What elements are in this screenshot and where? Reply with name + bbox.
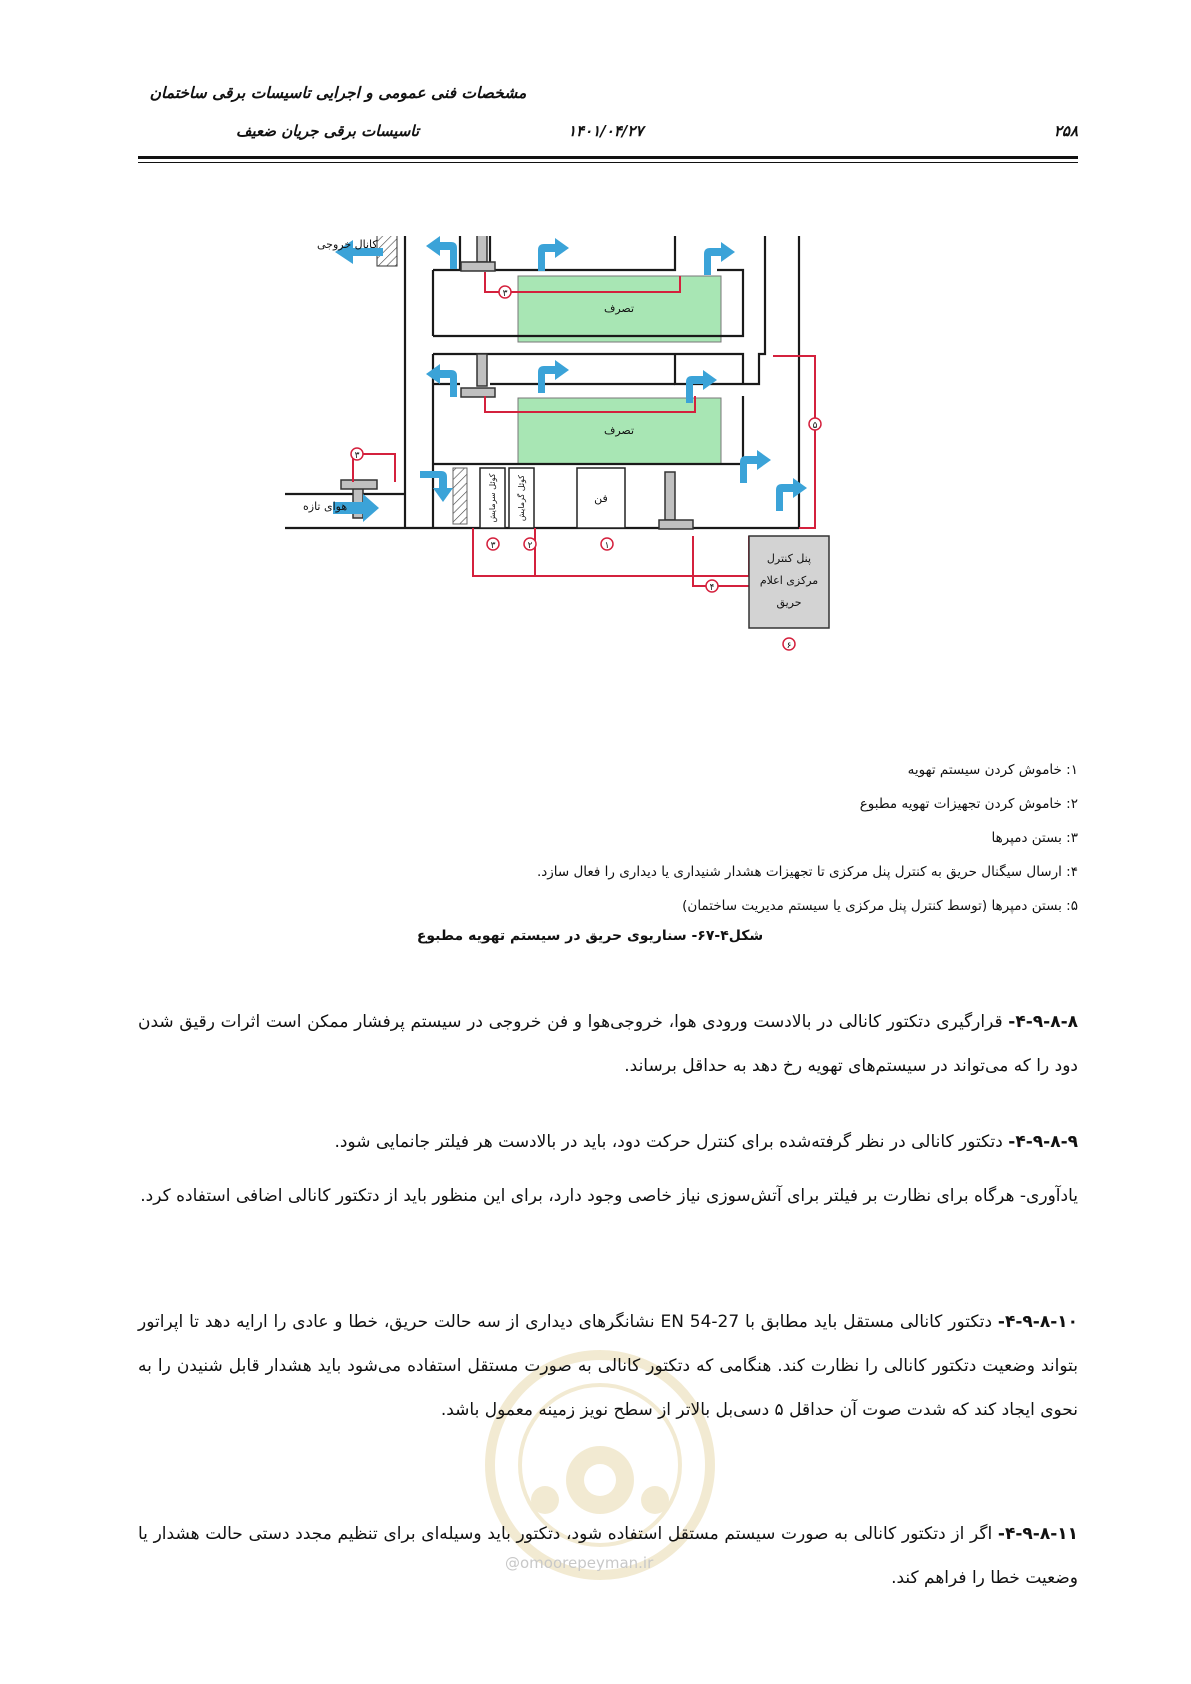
marker-3-coil: ۳ xyxy=(490,541,496,551)
watermark-site: @omoorepeyman.ir xyxy=(505,1554,654,1572)
header-date: ۱۴۰۱/۰۴/۲۷ xyxy=(568,122,644,140)
clause-text: دتکتور کانالی در نظر گرفته‌شده برای کنترل حرکت دود، باید در بالادست هر فیلتر جانمایی شود. xyxy=(334,1132,1009,1152)
panel-label-1: پنل کنترل xyxy=(766,552,812,565)
clause-number: ۴-۹-۸-۱۰- xyxy=(997,1312,1078,1332)
paragraph-4-9-8-11 xyxy=(138,1512,1078,1600)
marker-6: ۶ xyxy=(786,641,792,651)
document-title: مشخصات فنی عمومی و اجرایی تاسیسات برقی ساختمان xyxy=(149,84,527,102)
legend-item-4: ۴: ارسال سیگنال حریق به کنترل پنل مرکزی تا تجهیزات هشدار شنیداری یا دیداری را فعال سازد. xyxy=(536,864,1078,880)
panel-label-3: حریق xyxy=(776,596,802,609)
header-rule-thick xyxy=(138,156,1078,159)
fan-label: فن xyxy=(594,492,608,505)
occupancy-label-top: تصرف xyxy=(603,302,635,315)
header-rule-thin xyxy=(138,162,1078,163)
marker-3-fresh: ۳ xyxy=(354,451,360,461)
panel-label-2: مرکزی اعلام xyxy=(759,574,819,587)
legend-item-5: ۵: بستن دمپرها (توسط کنترل پنل مرکزی یا سیستم مدیریت ساختمان) xyxy=(682,898,1078,914)
clause-text: قرارگیری دتکتور کانالی در بالادست ورودی هوا، خروجی‌هوا و فن خروجی در سیستم پرفشار ممکن است اثرات رقیق شدن دود را که می‌تواند در سیستم‌های تهویه رخ دهد به حداقل برساند. xyxy=(138,1012,1078,1076)
exhaust-duct-label: کانال خروجی xyxy=(317,238,378,251)
paragraph-note xyxy=(138,1174,1078,1218)
fresh-air-label: هوای تازه xyxy=(303,500,348,513)
marker-3-top: ۳ xyxy=(502,289,508,299)
marker-4: ۴ xyxy=(709,583,715,593)
section-title: تاسیسات برقی جریان ضعیف xyxy=(236,122,420,140)
page-number: ۲۵۸ xyxy=(1053,122,1078,140)
occupancy-label-bottom: تصرف xyxy=(603,424,635,437)
clause-number: ۴-۹-۸-۱۱- xyxy=(997,1524,1078,1544)
filter xyxy=(453,468,467,524)
clause-number: ۴-۹-۸-۸- xyxy=(1008,1012,1078,1032)
figure-caption: شکل۴-۶۷- سناریوی حریق در سیستم تهویه مطبوع xyxy=(416,928,764,944)
legend-item-3: ۳: بستن دمپرها xyxy=(991,830,1078,846)
marker-1: ۱ xyxy=(604,541,610,551)
cooling-coil-label: کوئل سرمایش xyxy=(488,473,497,523)
clause-number: ۴-۹-۸-۹- xyxy=(1008,1132,1078,1152)
clause-text: اگر از دتکتور کانالی به صورت سیستم مستقل استفاده شود، دتکتور باید وسیله‌ای برای تنظیم مجدد دستی حالت هشدار یا وضعیت خطا را فراهم کند. xyxy=(138,1524,1078,1588)
legend-item-1: ۱: خاموش کردن سیستم تهویه xyxy=(907,762,1078,778)
heating-coil-label: کوئل گرمایش xyxy=(517,474,526,522)
paragraph-4-9-8-8 xyxy=(138,1000,1078,1088)
clause-text: دتکتور کانالی مستقل باید مطابق با EN 54-27 نشانگرهای دیداری از سه حالت حریق، خطا و عادی را ارایه دهد تا اپراتور بتواند وضعیت دتکتور کانالی را نظارت کند. هنگامی که دتکتور کانالی به صورت مستقل استفاده می‌شود باید هشدار قابل شنیدن را به نحوی ایجاد کند که شدت صوت آن حداقل ۵ دسی‌بل بالاتر از سطح نویز زمینه معمول باشد. xyxy=(138,1312,1078,1420)
legend-item-2: ۲: خاموش کردن تجهیزات تهویه مطبوع xyxy=(859,796,1078,812)
hvac-fire-diagram xyxy=(255,236,935,706)
paragraph-4-9-8-10 xyxy=(138,1300,1078,1432)
header-row xyxy=(138,122,1078,146)
marker-5: ۵ xyxy=(812,421,818,431)
marker-2: ۲ xyxy=(527,541,533,551)
paragraph-4-9-8-9 xyxy=(138,1120,1078,1164)
note-text: یادآوری- هرگاه برای نظارت بر فیلتر برای آتش‌سوزی نیاز خاصی وجود دارد، برای این منظور باید از دتکتور کانالی اضافی استفاده کرد. xyxy=(140,1186,1078,1206)
